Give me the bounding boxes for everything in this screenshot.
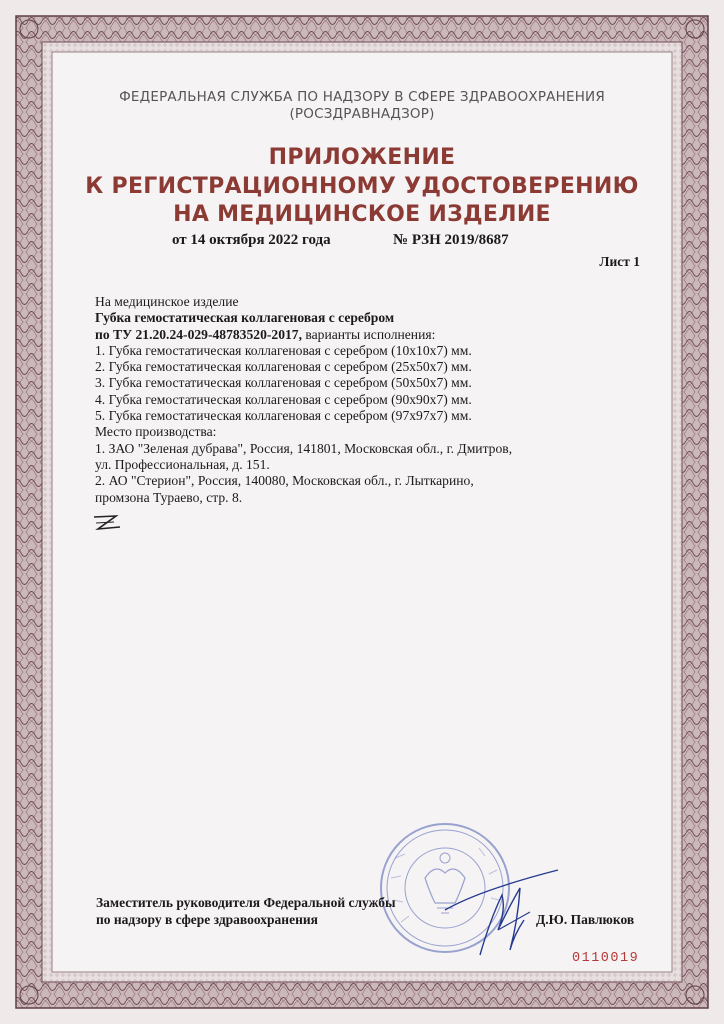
document-title: ПРИЛОЖЕНИЕ	[268, 145, 456, 170]
signatory-title-line1: Заместитель руководителя Федеральной службы	[96, 895, 396, 910]
end-of-text-mark	[90, 512, 126, 534]
certificate-number: № РЗН 2019/8687	[393, 232, 509, 248]
sheet-number: Лист 1	[599, 254, 640, 269]
variant-item: 3. Губка гемостатическая коллагеновая с серебром (50х50х7) мм.	[95, 375, 472, 391]
product-name: Губка гемостатическая коллагеновая с серебром	[95, 310, 395, 326]
document-body	[95, 294, 655, 506]
spec-line	[95, 327, 655, 343]
production-site-line: промзона Тураево, стр. 8.	[95, 489, 243, 505]
variant-item: 5. Губка гемостатическая коллагеновая с серебром (97х97х7) мм.	[95, 408, 472, 424]
variant-item: 2. Губка гемостатическая коллагеновая с серебром (25х50х7) мм.	[95, 359, 472, 375]
variant-item: 1. Губка гемостатическая коллагеновая с серебром (10х10х7) мм.	[95, 342, 472, 358]
production-label: Место производства:	[95, 424, 217, 440]
certificate-date: от 14 октября 2022 года	[172, 232, 331, 248]
handwritten-signature	[440, 850, 570, 960]
agency-name: ФЕДЕРАЛЬНАЯ СЛУЖБА ПО НАДЗОРУ В СФЕРЕ ЗДРАВООХРАНЕНИЯ	[119, 89, 605, 105]
signatory-name: Д.Ю. Павлюков	[536, 912, 635, 927]
spec-code: по ТУ 21.20.24-029-48783520-2017,	[95, 326, 302, 342]
serial-number: 0110019	[572, 951, 640, 966]
agency-abbreviation: (РОСЗДРАВНАДЗОР)	[289, 106, 435, 122]
intro-text: На медицинское изделие	[95, 294, 239, 309]
document-subtitle-1: К РЕГИСТРАЦИОННОМУ УДОСТОВЕРЕНИЮ	[85, 174, 639, 199]
production-site-line: 1. ЗАО "Зеленая дубрава", Россия, 141801, Московская обл., г. Дмитров,	[95, 440, 513, 456]
document-subtitle-2: НА МЕДИЦИНСКОЕ ИЗДЕЛИЕ	[173, 202, 551, 227]
signatory-title	[96, 894, 396, 928]
variant-item: 4. Губка гемостатическая коллагеновая с серебром (90х90х7) мм.	[95, 391, 472, 407]
production-site-line: ул. Профессиональная, д. 151.	[95, 456, 270, 472]
spec-variants-label: варианты исполнения:	[301, 326, 436, 342]
production-site-line: 2. АО "Стерион", Россия, 140080, Московская обл., г. Лыткарино,	[95, 473, 474, 489]
signatory-title-line2: по надзору в сфере здравоохранения	[96, 912, 318, 927]
